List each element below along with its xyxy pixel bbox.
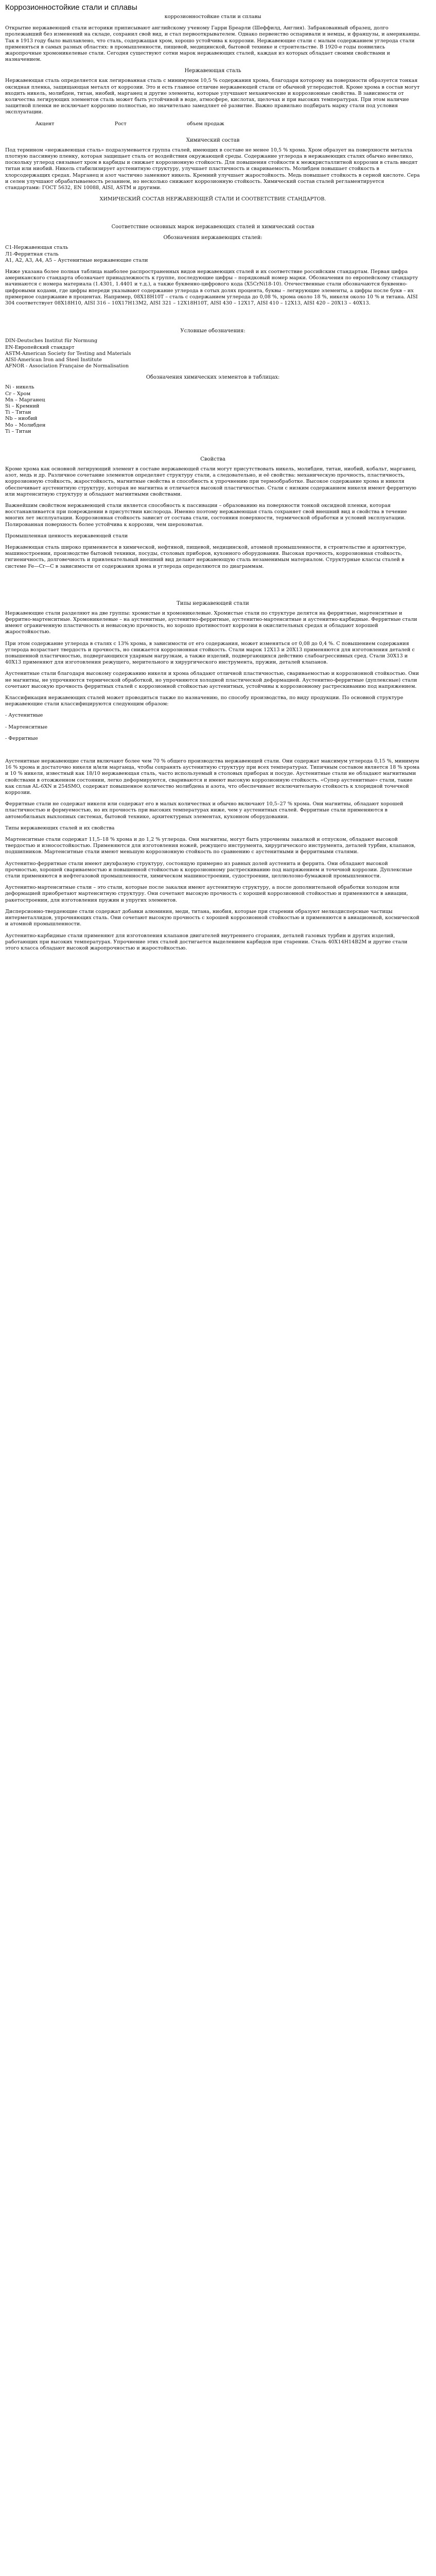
section-paragraph: Нержавеющая сталь определяется как легированная сталь с минимумом 10,5 % содержания хрома, благодаря которому на поверхности образуется тонкая оксидная пленка, защищающая металл от коррозии. Это и есть главное отличие нержавеющей стали от обычной углеродистой. Кроме хрома в состав могут входить никель, молибден, титан, ниобий, марганец и другие элементы, которые улучшают механические и коррозионные свойства. В зависимости от количества легирующих элементов сталь может быть устойчивой в воде, атмосфере, кислотах, щелочах и при высоких температурах. При этом наличие защитной пленки не исключает коррозию полностью, но значительно замедляет её развитие. Важно правильно подбирать марку стали под условия эксплуатации. — [5, 78, 420, 115]
list-item: Ni - никель — [5, 384, 34, 391]
section-title-legend: Условные обозначения: — [180, 328, 246, 334]
list-item: Ti – Титан — [5, 410, 31, 416]
section-paragraph: Аустенитно-ферритные стали имеют двухфазную структуру, состоящую примерно из равных долей аустенита и феррита. Они обладают высокой прочностью, хорошей свариваемостью и повышенной стойкостью к коррозионному растрескиванию под напряжением и точечной коррозии. Дуплексные стали применяются в нефтегазовой промышленности, химическом машиностроении, судостроении, целлюлозно-бумажной промышленности. — [5, 860, 412, 879]
section-paragraph: Аустенитно-мартенситные стали – это стали, которые после закалки имеют аустенитную структуру, а после дополнительной обработки холодом или деформацией приобретают мартенситную структуру. Они сочетают высокую прочность с хорошей коррозионной стойкостью и применяются в авиации, ракетостроении, для изготовления пружин и упругих элементов. — [5, 885, 408, 903]
list-item: А1, А2, А3, А4, А5 – Аустенитные нержавеющие стали — [5, 257, 148, 263]
list-item: Nb – ниобий — [5, 416, 38, 422]
section-paragraph: Аустенитные нержавеющие стали включают более чем 70 % общего производства нержавеющей стали. Они содержат максимум углерода 0,15 %, минимум 16 % хрома и достаточно никеля и/или марганца, чтобы сохранять аустенитную структуру при всех температурах. Типичным составом является 18 % хрома и 10 % никеля, известный как 18/10 нержавеющая сталь, часто используемый в столовых приборах и посуде. Аустенитные стали не обладают магнитными свойствами в отожженном состоянии, легко деформируются, свариваются и имеют высокую коррозионную стойкость. «Супер аустенитные» стали, такие как сплав AL-6XN и 254SMO, содержат повышенное количество молибдена и азота, что обеспечивает исключительную стойкость к хлоридной точечной коррозии. — [5, 758, 420, 796]
section-subtitle: Обозначения химических элементов в таблицах: — [146, 375, 280, 381]
row-label: Рост — [114, 121, 127, 127]
section-caption: ХИМИЧЕСКИЙ СОСТАВ НЕРЖАВЕЮЩЕЙ СТАЛИ И СООТВЕТСТВИЕ СТАНДАРТОВ. — [99, 196, 326, 202]
structure-list — [5, 713, 421, 742]
section-paragraph: Аустенитные стали благодаря высокому содержанию никеля и хрома обладают отличной пластичностью, свариваемостью и коррозионной стойкостью. Они не магнитны, не упрочняются термической обработкой, но упрочняются холодной пластической деформацией. Аустенитно-ферритные (дуплексные) стали сочетают высокую прочность ферритных сталей с коррозионной стойкостью аустенитных, устойчивы к коррозионному растрескиванию под напряжением. — [5, 671, 419, 689]
list-item: С1-Нержавеющая сталь — [5, 245, 68, 251]
document-page — [0, 0, 426, 962]
inline-row — [5, 121, 254, 127]
section-title-stainless: Нержавеющая сталь — [184, 68, 241, 74]
section-paragraph: При этом содержание углерода в сталях с 13% хрома, в зависимости от его содержания, может изменяться от 0,08 до 0,4 %. С повышением содержания углерода возрастает твердость и прочность, но снижается коррозионная стойкость. Стали марок 12Х13 и 20Х13 применяются для изготовления деталей с повышенной пластичностью, подвергающихся ударным нагрузкам, а также изделий, подвергающихся действию слабоагрессивных сред. Стали 30Х13 и 40Х13 применяют для изготовления режущего, мерительного и хирургического инструмента, пружин, деталей клапанов. — [5, 640, 415, 666]
list-item: Cr – Хром — [5, 391, 31, 397]
section-paragraph: Дисперсионно-твердеющие стали содержат добавки алюминия, меди, титана, ниобия, которые при старении образуют мелкодисперсные частицы интерметаллидов, упрочняющих сталь. Они сочетают высокую прочность с хорошей коррозионной стойкостью и применяются в авиационной, космической и атомной промышленности. — [5, 908, 420, 927]
list-item: - Ферритные — [5, 735, 38, 741]
section-paragraph: Аустенитно-карбидные стали применяют для изготовления клапанов двигателей внутреннего сгорания, деталей газовых турбин и других изделий, работающих при высоких температурах. Упрочнение этих сталей достигается выделением карбидов при старении. Сталь 40Х14Н14В2М и другие стали этого класса обладают высокой жаропрочностью и жаростойкостью. — [5, 933, 408, 951]
page-title: Коррозионностойкие стали и сплавы — [5, 3, 137, 12]
list-item: - Аустенитные — [5, 713, 43, 719]
row-label: объем продаж — [186, 121, 224, 127]
page-subtitle: коррозионностойкие стали и сплавы — [164, 14, 261, 20]
section-title-types: Типы нержавеющей стали — [177, 600, 249, 606]
list-item: ASTM-American Society for Testing and Materials — [5, 350, 131, 357]
intro-paragraph: Открытие нержавеющей стали историки приписывают английскому ученому Гарри Бреарли (Шеффилд, Англия). Забракованный образец, долго пролежавший без изменений на складе, сохранил свой вид, и стал первооткрывателем. Однако первенство оспаривали и немцы, и французы, и американцы. Так в 1913 году было выплавлено, что сталь, содержащая хром, хорошо устойчива к коррозии. Нержавеющие стали с малым содержанием углерода стали применяться в самых разных областях: в промышленности, пищевой, медицинской, бытовой технике и строительстве. В 1920-е годы появились жаропрочные хромоникелевые стали. Сегодня существуют сотни марок нержавеющих сталей, каждая из которых обладает своими свойствами и назначением. — [5, 25, 421, 63]
section-paragraph: Мартенситные стали содержат 11,5–18 % хрома и до 1,2 % углерода. Они магнитны, могут быть упрочнены закалкой и отпуском, обладают высокой твердостью и износостойкостью. Применяются для изготовления ножей, режущего инструмента, хирургического инструмента, деталей турбин, клапанов, подшипников. Мартенситные стали имеют меньшую коррозионную стойкость по сравнению с аустенитными и ферритными сталями. — [5, 837, 416, 855]
standards-list — [5, 338, 421, 369]
section-paragraph: Важнейшим свойством нержавеющей стали является способность к пассивации – образованию на поверхности тонкой оксидной пленки, которая восстанавливается при повреждении в присутствии кислорода. Именно поэтому нержавеющая сталь сохраняет свой внешний вид и свойства в течение многих лет эксплуатации. Коррозионная стойкость зависит от состава стали, состояния поверхности, термической обработки и условий эксплуатации. Полированная поверхность более устойчива к коррозии, чем шероховатая. — [5, 502, 407, 528]
list-item: Mn – Марганец — [5, 397, 45, 403]
list-item: DIN-Deutsches Institut für Normung — [5, 338, 98, 344]
section-paragraph: Под термином «нержавеющая сталь» подразумевается группа сталей, имеющих в составе не менее 10,5 % хрома. Хром образует на поверхности металла плотную пассивную пленку, которая защищает сталь от воздействия окружающей среды. Содержание углерода в нержавеющих сталях обычно невелико, поскольку углерод связывает хром в карбиды и снижает коррозионную стойкость. Для повышения стойкости к межкристаллитной коррозии в сталь вводят титан или ниобий. Никель стабилизирует аустенитную структуру, улучшает пластичность и свариваемость. Молибден повышает стойкость в хлорсодержащих средах. Марганец и азот частично заменяют никель. Кремний улучшает жаростойкость. Медь повышает стойкость в серной кислоте. Сера и селен улучшают обрабатываемость резанием, но несколько снижают коррозионную стойкость. Химический состав сталей регламентируется стандартами: ГОСТ 5632, EN 10088, AISI, ASTM и другими. — [5, 147, 420, 191]
section-title-composition: Химический состав — [186, 137, 240, 143]
section-title-grades: Соответствие основных марок нержавеющих сталей и химический состав — [111, 224, 315, 230]
section-paragraph: Нержавеющие стали разделяют на две группы: хромистые и хромоникелевые. Хромистые стали по структуре делятся на ферритные, мартенситные и ферритно-мартенситные. Хромоникелевые – на аустенитные, аустенитно-ферритные, аустенитно-мартенситные и аустенитно-карбидные. Ферритные стали имеют ограниченную пластичность и невысокую прочность, но хорошо противостоят коррозии в окислительных средах и обладают хорошей жаростойкостью. — [5, 610, 417, 635]
list-item: - Мартенситные — [5, 724, 48, 730]
section-paragraph: Ферритные стали не содержат никеля или содержат его в малых количествах и обычно включают 10,5–27 % хрома. Они магнитны, обладают хорошей пластичностью и формуемостью, но их прочность при высоких температурах ниже, чем у аустенитных сталей. Ферритные стали применяются в автомобильных выхлопных системах, бытовой технике, архитектурных элементах, кухонном оборудовании. — [5, 801, 404, 820]
row-label: Акцент — [35, 121, 55, 127]
section-subtitle: Промышленная ценность нержавеющей стали — [5, 533, 128, 539]
section-paragraph: Классификация нержавеющих сталей может проводиться также по назначению, по способу производства, по виду продукции. По основной структуре нержавеющие стали классифицируются следующим образом: — [5, 695, 404, 707]
list-item: AISI-American Iron and Steel Institute — [5, 357, 102, 363]
list-item: Si – Кремний — [5, 403, 40, 409]
list-item: AFNOR - Association Française de Normalisation — [5, 363, 129, 369]
list-item: Л1-Ферритная сталь — [5, 251, 59, 257]
list-item: Ti – Титан — [5, 428, 31, 434]
grade-list — [5, 245, 421, 264]
section-paragraph: Ниже указана более полная таблица наиболее распространенных видов нержавеющих сталей и их соответствие российским стандартам. Первая цифра американского стандарта обозначает принадлежность к группе, последующие цифры – порядковый номер марки. Обозначения по европейскому стандарту начинаются с номера материала (1.4301, 1.4401 и т.д.), а также буквенно-цифрового кода (X5CrNi18-10). Отечественные стали обозначаются буквенно-цифровыми кодами, где цифры впереди указывают содержание углерода в сотых долях процента, буквы – легирующие элементы, а цифры после букв – их примерное содержание в процентах. Например, 08Х18Н10Т – сталь с содержанием углерода до 0,08 %, хрома около 18 %, никеля около 10 % и титана. AISI 304 соответствует 08Х18Н10, AISI 316 – 10Х17Н13М2, AISI 321 – 12Х18Н10Т, AISI 430 – 12Х17, AISI 410 – 12Х13, AISI 420 – 20Х13 – 40Х13. — [5, 269, 418, 307]
section-paragraph: Кроме хрома как основной легирующий элемент в составе нержавеющей стали могут присутствовать никель, молибден, титан, ниобий, кобальт, марганец, азот, медь и др. Различное сочетание элементов определяет структуру стали, а следовательно, и её свойства: механическую прочность, пластичность, коррозионную стойкость, жаростойкость, магнитные свойства и способность к упрочнению при термообработке. Высокое содержание хрома и никеля обеспечивает аустенитную структуру, которая не магнитна и отличается высокой пластичностью. Стали с низким содержанием никеля имеют ферритную или мартенситную структуру и обладают магнитными свойствами. — [5, 466, 416, 497]
section-subtitle: Типы нержавеющих сталей и их свойства — [5, 825, 115, 831]
list-item: EN-Европейский стандарт — [5, 344, 75, 350]
elements-list — [5, 384, 421, 435]
section-subtitle: Обозначения нержавеющих сталей: — [163, 235, 263, 241]
section-title-properties: Свойства — [200, 456, 225, 462]
section-paragraph: Нержавеющая сталь широко применяется в химической, нефтяной, пищевой, медицинской, атомной промышленности, в строительстве и архитектуре, машиностроении, производстве бытовой техники, посуды, столовых приборов, кухонного оборудования. Высокая прочность, коррозионная стойкость, гигиеничность, долговечность и привлекательный внешний вид делают нержавеющую сталь незаменимым материалом. Структурные классы сталей в системе Fe—Cr—C в зависимости от содержания хрома и углерода определяются по диаграммам. — [5, 544, 407, 569]
list-item: Mo – Молибден — [5, 422, 46, 428]
